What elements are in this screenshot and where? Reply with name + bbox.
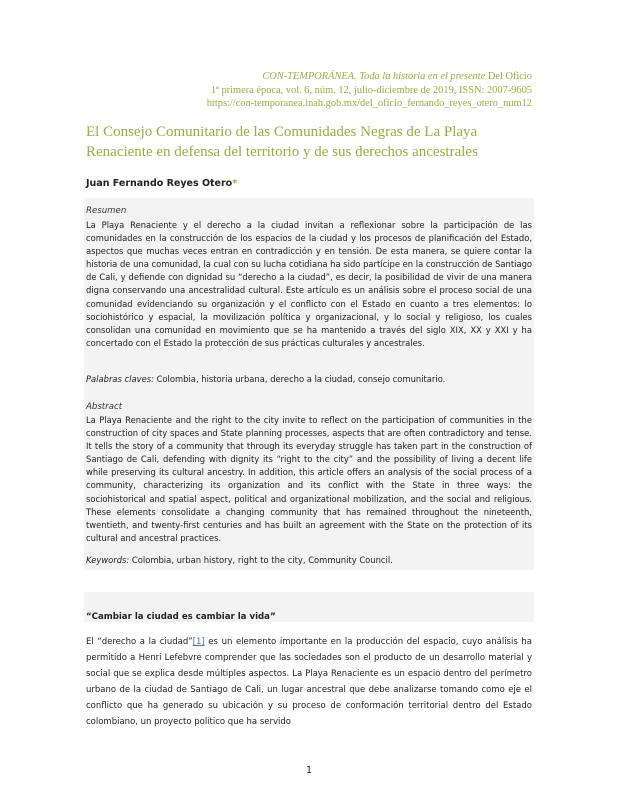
journal-section: Del Oficio xyxy=(485,71,532,82)
abstract-keywords xyxy=(86,554,532,567)
journal-header xyxy=(72,70,532,111)
resumen-text: La Playa Renaciente y el derecho a la ciudad invitan a reflexionar sobre la participación de las comunidades en la construcción de los espacios de la ciudad y los procesos de planificación del Estado, aspectos que muchas veces entran en contradicción y en tensión. De esta manera, se quiere contar la historia de una comunidad, la cual con su lucha cotidiana ha sido partícipe en la construcción de Santiago de Cali, y defiende con dignidad su “derecho a la ciudad”, es decir, la posibilidad de vivir de una manera digna conservando una ancestralidad cultural. Este artículo es un análisis sobre el proceso social de una comunidad evidenciando su organización y el conflicto con el Estado en cuanto a tres elementos: lo sociohistórico y espacial, la movilización política y organizacional, y lo social y religioso, los cuales consolidan una comunidad en movimiento que se ha mantenido a través del siglo XIX, XX y XXI y ha concertado con el Estado la protección de sus prácticas culturales y ancestrales. xyxy=(86,220,533,348)
article-url[interactable]: https://con-temporanea.inah.gob.mx/del_oficio_fernando_reyes_otero_num12 xyxy=(206,98,532,110)
journal-issue: 1ª primera época, vol. 6, núm. 12, julio-diciembre de 2019, ISSN: 2007-9605 xyxy=(210,84,532,96)
author-name: Juan Fernando Reyes Otero xyxy=(86,178,233,189)
abstract-keywords-text: Colombia, urban history, right to the city, Community Council. xyxy=(129,555,393,565)
body-paragraph xyxy=(86,635,532,730)
footnote-link[interactable]: [1] xyxy=(192,637,205,647)
abstract-keywords-label: Keywords: xyxy=(86,555,130,565)
abstract-label: Abstract xyxy=(86,402,123,412)
abstract-text: La Playa Renaciente and the right to the city invite to reflect on the participation of communities in the construction of city spaces and State planning processes, aspects that are often contradictory and tense. It tells the story of a community that through its everyday struggle has taken part in the construction of Santiago de Cali, defending with dignity its “right to the city” and the possibility of living a decent life while preserving its cultural ancestry. In addition, this article offers an analysis of the social process of a community, characterizing its organization and its conflict with the State in three ways: the sociohistorical and spatial aspect, political and organizational mobilization, and the social and religious. These elements consolidate a changing community that has remained throughout the nineteenth, twentieth, and twenty-first centuries and has built an agreement with the State on the protection of its cultural and ancestral practices. xyxy=(86,415,532,543)
journal-line xyxy=(72,70,532,84)
resumen-keywords-text: Colombia, historia urbana, derecho a la ciudad, consejo comunitario. xyxy=(153,374,446,384)
resumen-keywords-label: Palabras claves: xyxy=(86,374,154,384)
journal-name: CON-TEMPORÁNEA. Toda la historia en el presente xyxy=(262,71,486,82)
page-number: 1 xyxy=(305,765,313,776)
resumen-keywords xyxy=(86,373,532,386)
author-footnote-mark[interactable]: * xyxy=(232,178,238,189)
section-heading: “Cambiar la ciudad es cambiar la vida” xyxy=(86,612,276,622)
article-title: El Consejo Comunitario de las Comunidades Negras de La Playa Renaciente en defensa del territorio y de sus derechos ancestrales xyxy=(86,124,478,160)
resumen-label: Resumen xyxy=(86,206,127,216)
body-rest: es un elemento importante en la producción del espacio, cuyo análisis ha permitido a Henri Lefebvre comprender que las sociedades son el producto de un desarrollo material y social que se explica desde múltiples aspectos. La Playa Renaciente es un espacio dentro del perímetro urbano de la ciudad de Santiago de Cali, un lugar ancestral que debe analizarse tomando como eje el conflicto que ha generado su ubicación y su proceso de conformación territorial dentro del Estado colombiano, un proyecto político que ha servido xyxy=(86,637,532,727)
author-line xyxy=(86,178,237,189)
body-start: El “derecho a la ciudad” xyxy=(86,637,193,647)
